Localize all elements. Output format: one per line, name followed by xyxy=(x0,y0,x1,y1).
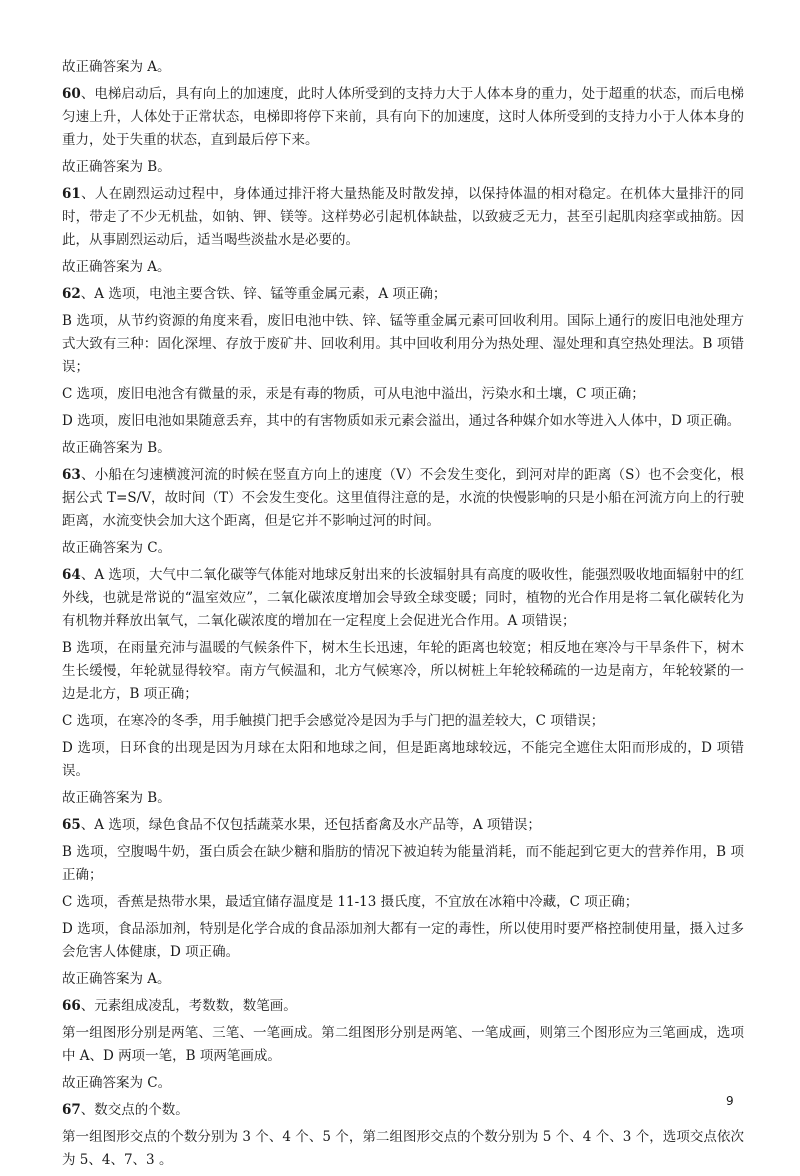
question-number: 60 xyxy=(62,86,81,102)
paragraph-text: 、A 选项，电池主要含铁、锌、锰等重金属元素，A 项正确； xyxy=(80,286,447,302)
question-number: 61 xyxy=(62,186,81,202)
paragraph-text: B 选项，在雨量充沛与温暖的气候条件下，树木生长迅速，年轮的距离也较宽；相反地在寒冷与干旱条件下，树木生长缓慢，年轮就显得较窄。南方气候温和，北方气候寒冷，所以树桩上年轮较稀疏的一边是南方，年轮较紧的一边是北方，B 项正确； xyxy=(62,640,744,702)
paragraph xyxy=(62,1072,744,1095)
paragraph-text: 故正确答案为 C。 xyxy=(62,1075,172,1091)
question-66-explanation xyxy=(62,995,744,1018)
paragraph-text: C 选项，在寒冷的冬季，用手触摸门把手会感觉冷是因为手与门把的温差较大，C 项错误； xyxy=(62,713,605,729)
paragraph xyxy=(62,637,744,706)
paragraph-text: 、电梯启动后，具有向上的加速度，此时人体所受到的支持力大于人体本身的重力，处于超重的状态，而后电梯匀速上升，人体处于正常状态，电梯即将停下来前，具有向下的加速度，这时人体所受到的支持力小于人体本身的重力，处于失重的状态，直到最后停下来。 xyxy=(62,86,744,148)
paragraph xyxy=(62,710,744,733)
question-61-explanation xyxy=(62,183,744,252)
paragraph-text: 故正确答案为 B。 xyxy=(62,159,171,175)
paragraph-text: 、A 选项，绿色食品不仅包括蔬菜水果，还包括畜禽及水产品等，A 项错误； xyxy=(80,817,541,833)
paragraph xyxy=(62,841,744,887)
paragraph xyxy=(62,437,744,460)
paragraph-text: D 选项，废旧电池如果随意丢弃，其中的有害物质如汞元素会溢出，通过各种媒介如水等进入人体中，D 项正确。 xyxy=(62,413,741,429)
paragraph xyxy=(62,918,744,964)
question-64-explanation xyxy=(62,564,744,633)
paragraph xyxy=(62,968,744,991)
paragraph-text: 、人在剧烈运动过程中，身体通过排汗将大量热能及时散发掉，以保持体温的相对稳定。在机体大量排汗的同时，带走了不少无机盐，如钠、钾、镁等。这样势必引起机体缺盐，以致疲乏无力，甚至引起肌肉痉挛或抽筋。因此，从事剧烈运动后，适当喝些淡盐水是必要的。 xyxy=(62,186,744,248)
question-63-explanation xyxy=(62,464,744,533)
paragraph xyxy=(62,56,744,79)
paragraph-text: 第一组图形交点的个数分别为 3 个、4 个、5 个，第二组图形交点的个数分别为 5 个、4 个、3 个，选项交点依次为 5、4、7、3 。 xyxy=(62,1129,744,1168)
paragraph-text: 、小船在匀速横渡河流的时候在竖直方向上的速度（V）不会发生变化，到河对岸的距离（S）也不会变化，根据公式 T=S/V，故时间（T）不会发生变化。这里值得注意的是，水流的快慢影响的只是小船在河流方向上的行驶距离，水流变快会加大这个距离，但是它并不影响过河的时间。 xyxy=(62,467,744,529)
question-number: 67 xyxy=(62,1102,81,1118)
paragraph xyxy=(62,891,744,914)
question-65-explanation xyxy=(62,814,744,837)
question-number: 64 xyxy=(62,567,81,583)
paragraph xyxy=(62,1126,744,1172)
paragraph-text: 、A 选项，大气中二氧化碳等气体能对地球反射出来的长波辐射具有高度的吸收性，能强烈吸收地面辐射中的红外线，也就是常说的“温室效应”，二氧化碳浓度增加会导致全球变暖；同时，植物的光合作用是将二氧化碳转化为有机物并释放出氧气，二氧化碳浓度的增加在一定程度上会促进光合作用。A 项错误； xyxy=(62,567,744,629)
paragraph-text: 故正确答案为 B。 xyxy=(62,440,171,456)
question-60-explanation xyxy=(62,83,744,152)
paragraph xyxy=(62,537,744,560)
document-body xyxy=(62,56,744,1176)
paragraph xyxy=(62,787,744,810)
paragraph-text: 故正确答案为 B。 xyxy=(62,790,171,806)
question-number: 62 xyxy=(62,286,81,302)
paragraph xyxy=(62,310,744,379)
paragraph-text: C 选项，废旧电池含有微量的汞，汞是有毒的物质，可从电池中溢出，污染水和土壤，C 项正确； xyxy=(62,386,645,402)
paragraph xyxy=(62,410,744,433)
paragraph-text: C 选项，香蕉是热带水果，最适宜储存温度是 11-13 摄氏度，不宜放在冰箱中冷藏，C 项正确； xyxy=(62,894,639,910)
question-number: 66 xyxy=(62,998,81,1014)
question-number: 63 xyxy=(62,467,81,483)
paragraph-text: D 选项，食品添加剂，特别是化学合成的食品添加剂大都有一定的毒性，所以使用时要严格控制使用量，摄入过多会危害人体健康，D 项正确。 xyxy=(62,921,744,960)
paragraph xyxy=(62,256,744,279)
paragraph-text: B 选项，从节约资源的角度来看，废旧电池中铁、锌、锰等重金属元素可回收利用。国际上通行的废旧电池处理方式大致有三种：固化深埋、存放于废矿井、回收利用。其中回收利用分为热处理、湿处理和真空热处理法。B 项错误； xyxy=(62,313,744,375)
paragraph-text: B 选项，空腹喝牛奶，蛋白质会在缺少糖和脂肪的情况下被迫转为能量消耗，而不能起到它更大的营养作用，B 项正确； xyxy=(62,844,744,883)
paragraph-text: 第一组图形分别是两笔、三笔、一笔画成。第二组图形分别是两笔、一笔成画，则第三个图形应为三笔画成，选项中 A、D 两项一笔，B 项两笔画成。 xyxy=(62,1025,744,1064)
paragraph xyxy=(62,737,744,783)
paragraph-text: 故正确答案为 A。 xyxy=(62,971,171,987)
paragraph xyxy=(62,383,744,406)
question-number: 65 xyxy=(62,817,81,833)
page-number: 9 xyxy=(726,1094,734,1108)
paragraph-text: D 选项，日环食的出现是因为月球在太阳和地球之间，但是距离地球较远，不能完全遮住太阳而形成的，D 项错误。 xyxy=(62,740,744,779)
paragraph xyxy=(62,1022,744,1068)
paragraph-text: 故正确答案为 A。 xyxy=(62,59,171,75)
question-62-explanation xyxy=(62,283,744,306)
paragraph-text: 、元素组成凌乱，考数数，数笔画。 xyxy=(80,998,297,1014)
paragraph-text: 故正确答案为 A。 xyxy=(62,259,171,275)
question-67-explanation xyxy=(62,1099,744,1122)
paragraph xyxy=(62,156,744,179)
paragraph-text: 故正确答案为 C。 xyxy=(62,540,172,556)
paragraph-text: 、数交点的个数。 xyxy=(80,1102,189,1118)
